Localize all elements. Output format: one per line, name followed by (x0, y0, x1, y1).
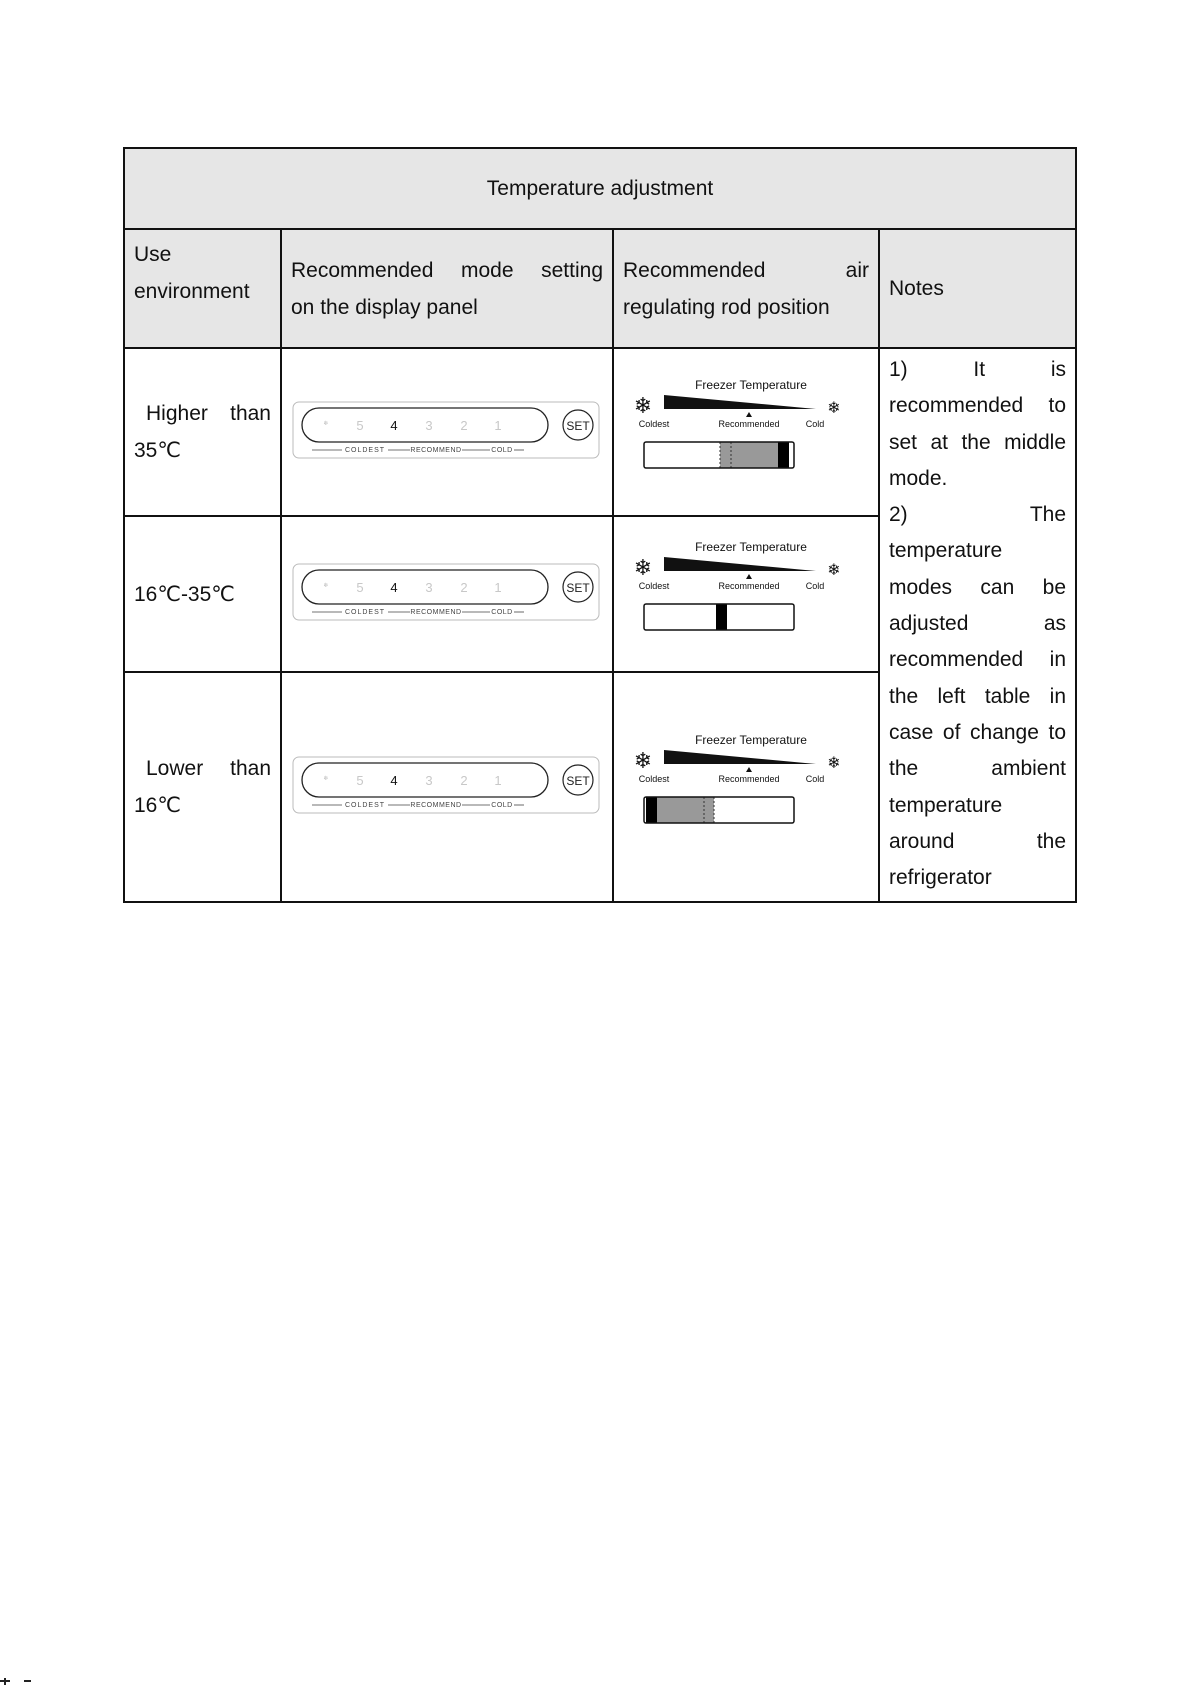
header-use-environment (124, 229, 281, 348)
panel-level-4: 4 (390, 579, 398, 595)
rod-marker (716, 604, 727, 630)
rod-label-cold: Cold (805, 580, 825, 591)
panel-scale-cold: COLD (491, 446, 513, 454)
display-panel-illustration (292, 562, 602, 622)
table-title: Temperature adjustment (124, 148, 1076, 229)
header-rod-position-line2: regulating rod position (623, 295, 830, 319)
panel-scale-coldest: COLDEST (344, 446, 386, 454)
row3-display-panel-cell (281, 672, 613, 902)
rod-title: Freezer Temperature (695, 732, 807, 747)
row3-rod-cell (613, 672, 879, 902)
rod-label-recommended: Recommended (718, 418, 780, 429)
notes-line: set at the middle (889, 430, 1067, 454)
header-mode-setting-line1: Recommended mode setting (291, 258, 603, 282)
notes-line: adjusted as (889, 612, 1067, 636)
rod-marker (646, 797, 657, 823)
snowflake-small-icon: ❄ (827, 561, 841, 579)
panel-level-2: 2 (460, 417, 468, 433)
panel-level-1: 1 (494, 772, 502, 788)
row2-environment (124, 516, 281, 672)
row1-display-panel-cell (281, 348, 613, 516)
notes-line: recommended in (889, 648, 1067, 672)
row2-display-panel-cell (281, 516, 613, 672)
row3-environment-line1: Lower than (146, 757, 271, 780)
row2-rod-cell (613, 516, 879, 672)
notes-line: around the (889, 829, 1067, 853)
rod-label-cold: Cold (805, 773, 825, 784)
row1-environment-line1: Higher than (146, 402, 271, 425)
page-footer-fragment (0, 1676, 40, 1685)
air-rod-illustration (626, 375, 866, 485)
air-rod-illustration (626, 537, 866, 647)
panel-level-5: 5 (356, 772, 364, 788)
header-use-environment-line2: environment (134, 280, 250, 303)
panel-level-3: 3 (425, 579, 433, 595)
notes-line: temperature (889, 793, 1003, 817)
notes-line: 2) The (889, 503, 1067, 527)
panel-level-4: 4 (390, 772, 398, 788)
row1-environment-line2: 35℃ (134, 439, 181, 462)
notes-line: refrigerator (889, 866, 992, 890)
row2-environment-line1: 16℃-35℃ (134, 582, 235, 606)
rod-title: Freezer Temperature (695, 539, 807, 554)
header-mode-setting-line2: on the display panel (291, 295, 478, 319)
panel-snowflake-label: ❄ (323, 420, 329, 427)
panel-scale-recommend: RECOMMEND (410, 608, 462, 616)
rod-label-recommended: Recommended (718, 773, 780, 784)
rod-label-coldest: Coldest (638, 418, 670, 429)
panel-snowflake-label: ❄ (323, 582, 329, 589)
notes-line: the ambient (889, 757, 1067, 781)
panel-level-5: 5 (356, 417, 364, 433)
header-mode-setting (281, 229, 613, 348)
panel-scale-cold: COLD (491, 801, 513, 809)
set-button-label: SET (566, 418, 590, 433)
air-rod-illustration (626, 730, 866, 840)
panel-level-5: 5 (356, 579, 364, 595)
notes-line: modes can be (889, 575, 1067, 599)
notes-cell (879, 348, 1076, 902)
row1-rod-cell (613, 348, 879, 516)
notes-line: 1) It is (889, 358, 1067, 381)
rod-title: Freezer Temperature (695, 377, 807, 392)
set-button-label: SET (566, 773, 590, 788)
header-notes: Notes (879, 229, 1076, 348)
notes-line: the left table in (889, 684, 1067, 708)
snowflake-large-icon: ❄ (633, 392, 653, 418)
snowflake-large-icon: ❄ (633, 554, 653, 580)
snowflake-small-icon: ❄ (827, 754, 841, 772)
set-button-label: SET (566, 580, 590, 595)
row1-environment (124, 348, 281, 516)
notes-line: case of change to (889, 720, 1067, 744)
panel-scale-coldest: COLDEST (344, 608, 386, 616)
panel-scale-cold: COLD (491, 608, 513, 616)
rod-label-recommended: Recommended (718, 580, 780, 591)
notes-line: recommended to (889, 394, 1067, 418)
rod-marker (778, 442, 789, 468)
panel-level-2: 2 (460, 579, 468, 595)
snowflake-large-icon: ❄ (633, 747, 653, 773)
panel-scale-recommend: RECOMMEND (410, 446, 462, 454)
row3-environment (124, 672, 281, 902)
header-rod-position (613, 229, 879, 348)
header-use-environment-line1: Use (134, 243, 172, 266)
rod-label-coldest: Coldest (638, 773, 670, 784)
panel-level-1: 1 (494, 579, 502, 595)
panel-scale-recommend: RECOMMEND (410, 801, 462, 809)
row3-environment-line2: 16℃ (134, 794, 181, 817)
rod-label-coldest: Coldest (638, 580, 670, 591)
panel-level-2: 2 (460, 772, 468, 788)
temperature-adjustment-table (123, 147, 1077, 903)
panel-level-1: 1 (494, 417, 502, 433)
panel-level-3: 3 (425, 417, 433, 433)
rod-label-cold: Cold (805, 418, 825, 429)
rod-gray-region (720, 442, 778, 468)
panel-level-3: 3 (425, 772, 433, 788)
notes-line: temperature (889, 539, 1003, 563)
panel-level-4: 4 (390, 417, 398, 433)
notes-line: mode. (889, 466, 948, 490)
rod-gray-region (656, 797, 714, 823)
panel-scale-coldest: COLDEST (344, 801, 386, 809)
display-panel-illustration (292, 755, 602, 815)
snowflake-small-icon: ❄ (827, 399, 841, 417)
header-rod-position-line1: Recommended air (623, 258, 869, 282)
display-panel-illustration (292, 400, 602, 460)
panel-snowflake-label: ❄ (323, 775, 329, 782)
